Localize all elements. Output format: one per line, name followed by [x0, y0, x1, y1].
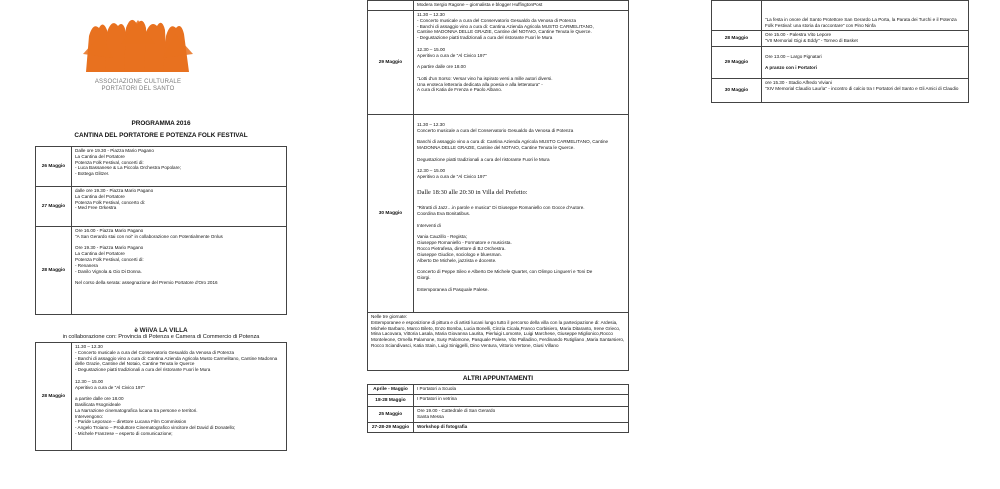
table-row — [368, 115, 629, 313]
column-2 — [367, 0, 629, 433]
villa-title: è WiiVA LA VILLA — [134, 327, 188, 334]
row30-villa-line: Dalle 18:30 alle 20:30 in Villa del Prefetto: — [417, 188, 528, 196]
row-date: 29 Maggio — [712, 47, 762, 79]
table-row — [712, 47, 969, 79]
table-row — [712, 1, 969, 31]
column-3 — [711, 0, 969, 103]
row-text — [414, 115, 629, 313]
events-table — [711, 0, 969, 103]
table-row — [368, 395, 629, 407]
row-date: 18-28 Maggio — [368, 395, 414, 407]
row-text: Ore 13.00 – Largo Pignatari A pranzo con i Portatori — [762, 47, 969, 79]
cantina-title: CANTINA DEL PORTATORE E POTENZA FOLK FESTIVAL — [74, 132, 248, 139]
row-text: Ore 15.00 - Palestra Vito Lepore "VII Memorial Gigi & Eddy" - Torneo di Basket — [762, 31, 969, 47]
row-text: 11.30 – 12.30 - Concerto musicale a cura del Conservatorio Gesualdo da Venosa di Potenza - Banchi di assaggio vino a cura di: Cantina Azienda Agricola Musto Carmelitano, Cantine Madonna delle Grazie, Cantine del Notaio, Cantine Tenuta le Querce - Degustazione piatti tradizionali a cura del ristorante Fuori le Mura 12.30 – 15.00 Aperitivo a cura de "Al Civico 197" a partire dalle ore 18.00 Basilicata #sognideale La Narrazione cinematografica lucana tra persone e territori. Intervengono: - Paride Leporace – direttore Lucana Film Commission - Angelo Troiano – Produttore Cinematografico vincitore del David di Donatello; - Michele Franzese – esperto di comunicazione; — [72, 343, 287, 451]
row-date — [712, 1, 762, 31]
table-row — [36, 227, 287, 315]
row-date — [368, 1, 414, 11]
table-row — [36, 147, 287, 187]
row-text: I Portatori a Scuola — [414, 385, 629, 395]
row-date: 30 Maggio — [712, 78, 762, 102]
row30-bottom: "Ritratti di Jazz…in parole e musica" Di Giuseppe Romaniello con Gocce d'Autore. Coordina Eva Bonitatibus. Interventi di Vania Cauzillo - Regista; Giuseppe Romaniello - Formatore e musicista. Rocco Pietrafesa, direttore di BJ Orchestra. Giuseppe Giudice, sociologo e bluesman. Alberto De Michele, jazzista e docente. Concerto di Peppe Sileo e Alberto De Michele Quartet, con Olimpo Linguerri e Toni De Giorgi. Estemporanea di Pasquale Palese. — [417, 205, 593, 292]
table-row — [368, 407, 629, 423]
portatori-logo-icon — [83, 14, 193, 72]
moderator-text: Modera Sergio Ragone – giornalista e blogger HuffingtonPost — [414, 1, 629, 11]
row-text: dalle ore 19.30 - Piazza Mario Pagano La Cantina del Portatore Potenza Folk Festival, concerto di: - Med Free Orkestra — [72, 187, 287, 227]
table-row — [712, 78, 969, 102]
logo-block — [58, 14, 218, 93]
pranzo-label: A pranzo con i Portatori — [765, 65, 817, 71]
table-row — [36, 187, 287, 227]
row30-top: 11.30 – 12.30 Concerto musicale a cura del Conservatorio Gesualdo da Venosa di Potenza Banchi di assaggio vino a cura di: Cantina Azienda Agricola MUSTO CARMELITANO, Cantine MADONNA DELLE GRAZIE, Cantine del NOTAIO, Cantine Tenuta le Querce. Degustazione piatti tradizionali a cura del ristorante Fuori le Mura 12.30 – 15.00 Aperitivo a cura de "Al Civico 197" — [417, 121, 609, 179]
table-row — [368, 11, 629, 115]
villa-table — [35, 342, 287, 451]
row-text: 11.30 – 12.30 - Concerto musicale a cura del Conservatorio Gesualdo da Venosa di Potenza - Banchi di assaggio vino a cura di: Cantina Azienda Agricola MUSTO CARMELITANO, Cantine MADONNA DELLE GRAZIE, Cantine del NOTAIO, Cantine Tenuta le Querce. - Degustazione piatti tradizionali a cura del ristorante Fuori le Mura 12.30 – 15.00 Aperitivo a cura de "Al Civico 197" A partire dalle ore 18.00 "Lotti d'un Sorso: Versar vino ha ispirato versi a mille autori diversi. Una enoteca letteraria dedicata alla poesia e alla letteratura" - A cura di Katia de Frenza e Paolo Albano. — [414, 11, 629, 115]
row-date: 27-28-29 Maggio — [368, 423, 414, 433]
row-date: 28 Maggio — [36, 227, 72, 315]
row-text: Ore 16.00 - Piazza Mario Pagano "A San Gerardo stai con noi" in collaborazione con Potentialmente Onlus Ore 19.30 - Piazza Mario Pagano La Cantina del Portatore Potenza Folk Festival, concerti di: - Renanera - Danilo Vignola & Gio Di Donna. Nel corso della serata: assegnazione del Premio Portatore d'Oro 2016 — [72, 227, 287, 315]
table-row — [36, 343, 287, 451]
row-date: 25 Maggio — [368, 407, 414, 423]
row-text: Dalle ore 19.30 - Piazza Mario Pagano La Cantina del Portatore Potenza Folk Festival, concerti di: - Luca Bassanese & La Piccola Orchestra Popolare; - Bottega Glitzer. — [72, 147, 287, 187]
row-date: 26 Maggio — [36, 147, 72, 187]
altri-table — [367, 384, 629, 433]
row-text: ore 15.30 - Stadio Alfredo Viviani "XIV Memorial Claudio Laurìa" - incontro di calcio tra I Portatori del Santo e Gli Amici di Claudio — [762, 78, 969, 102]
row-date: Aprile - Maggio — [368, 385, 414, 395]
nelle-tre-giornate: Nelle tre giornate: Estemporanee e esposizione di pittura e di artisti lucani lungo tutto il percorso della villa con la partecipazione di: Ardesia, Michele Barbaro, Marco Bileto, Enzo Bomba, Lucia Bonelli, Cinzia Cicala,Franco Corbisiero, Maria Ditaranto, Irene Grieco, Mina Lacovara, Vittoria Lasala, Maria Giovanna Laurita, Pierluigi Lomonte, Luigi Marchese, Giuseppe Miglionico,Rocco Monteleone, Ornella Palamone, Susy Palomone, Pasquale Palese, Vito Palladino, Ferdinando Rutigliano ,Maria Santarsiero, Rocco Sciandivasci, Katia Stain, Luigi Siniggelli, Dino Ventura, Vittorio Vertone, Giusi Villano — [368, 313, 629, 371]
villa-subtitle: in collaborazione con: Provincia di Potenza e Camera di Commercio di Potenza — [62, 334, 260, 340]
cantina-table — [35, 146, 287, 315]
row-date: 28 Maggio — [36, 343, 72, 451]
table-row — [368, 423, 629, 433]
row-date: 29 Maggio — [368, 11, 414, 115]
org-name: ASSOCIAZIONE CULTURALE PORTATORI DEL SANTO — [94, 79, 182, 92]
row-text: Workshop di fotografia — [414, 423, 629, 433]
table-row — [368, 1, 629, 11]
altri-title: ALTRI APPUNTAMENTI — [462, 375, 534, 382]
table-row — [368, 313, 629, 371]
programma-title: PROGRAMMA 2016 — [131, 120, 191, 127]
row-text: I Portatori in vetrina — [414, 395, 629, 407]
column-1 — [35, 120, 287, 451]
workshop-table — [367, 0, 629, 371]
row-text: "La festa in onore del Santo Protettore San Gerardo La Porta, la Parata dei Turchi e il Potenza Folk Festival: una storia da raccontare" con Pino Ninfa — [762, 1, 969, 31]
row-date: 28 Maggio — [712, 31, 762, 47]
row-text: Ore 19.00 - Cattedrale di San Gerardo Santa Messa — [414, 407, 629, 423]
row-date: 30 Maggio — [368, 115, 414, 313]
table-row — [712, 31, 969, 47]
table-row — [368, 385, 629, 395]
row-date: 27 Maggio — [36, 187, 72, 227]
